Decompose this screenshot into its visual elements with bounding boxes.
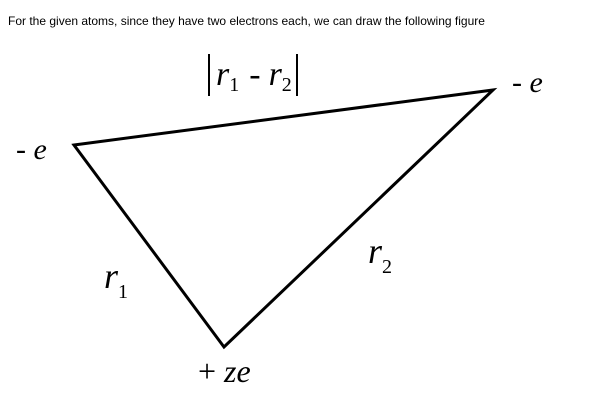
charge-label-left (16, 135, 47, 165)
intro-text: For the given atoms, since they have two electrons each, we can draw the following figure (8, 14, 485, 28)
r1-subscript: 1 (118, 281, 129, 303)
charge-left-symbol: e (33, 133, 47, 166)
distance-label (208, 54, 298, 96)
r2-subscript: 2 (382, 256, 393, 278)
distance-sub-a: 1 (229, 74, 240, 96)
r1-symbol: r (104, 256, 119, 296)
r1-label (104, 256, 129, 303)
distance-minus: - (249, 56, 261, 93)
r2-label (368, 231, 393, 278)
r2-symbol: r (368, 231, 383, 271)
charge-right-symbol: e (529, 66, 543, 99)
distance-r-b: r (268, 56, 282, 93)
charge-bottom-symbol: ze (224, 353, 251, 389)
triangle-outline (74, 90, 493, 347)
charge-right-sign: - (512, 66, 522, 99)
distance-r-a: r (216, 56, 230, 93)
charge-left-sign: - (16, 133, 26, 166)
charge-label-right (512, 68, 543, 98)
charge-label-bottom (198, 355, 251, 387)
distance-sub-b: 2 (281, 74, 292, 96)
charge-bottom-sign: + (198, 353, 217, 389)
